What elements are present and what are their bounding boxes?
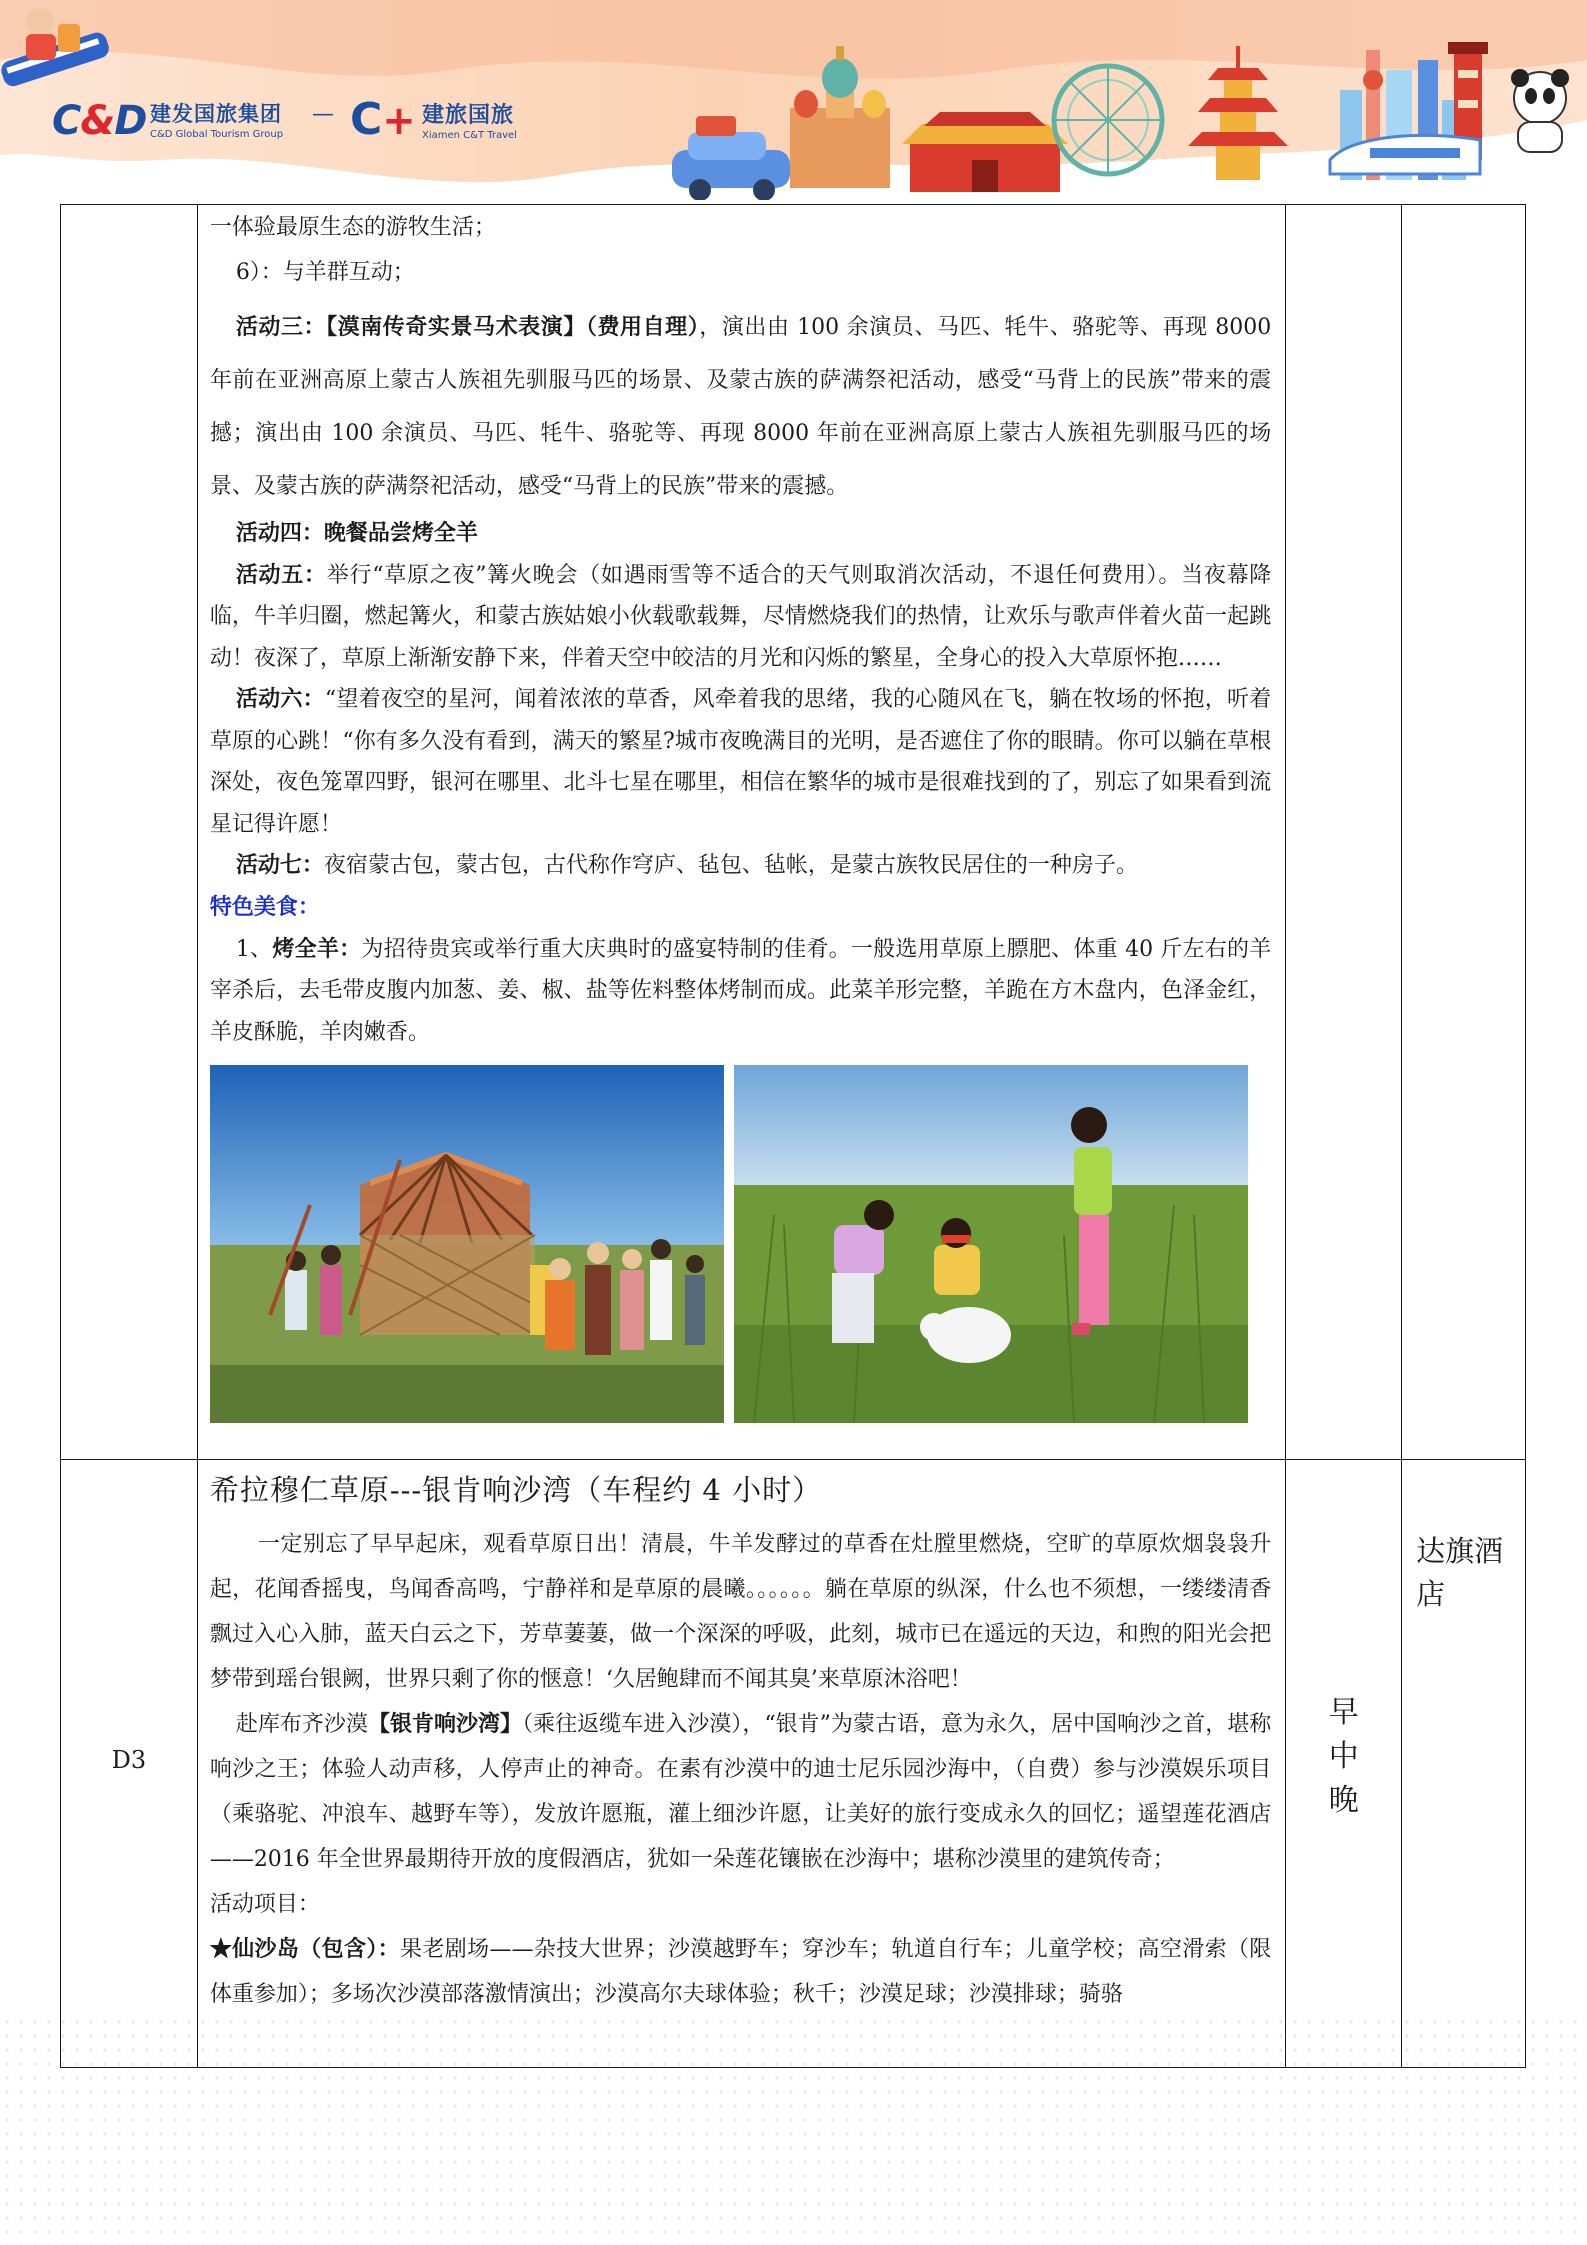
ct-brand-cn: 建旅国旅	[422, 103, 515, 128]
activity-heading: 活动项目：	[209, 1892, 320, 1917]
activity-3	[210, 301, 1272, 513]
activity-3-text: ，演出由 100 余演员、马匹、牦牛、骆驼等、再现 8000 年前在亚洲高原上蒙古人族祖先驯服马匹的场景、及蒙古族的萨满祭祀活动，感受“马背上的民族”带来的震撼；演出由 100 余演员、马匹、牦牛、骆驼等、再现 8000 年前在亚洲高原上蒙古人族祖先驯服马匹的场景、及蒙古族的萨满祭祀活动，感受“马背上的民族”带来的震撼。	[209, 315, 1272, 499]
brand-separator: —	[312, 102, 334, 127]
food-item-label: 烤全羊：	[272, 935, 362, 962]
gate-tower-illustration	[902, 112, 1068, 192]
activity-6-label: 活动六：	[235, 686, 325, 712]
activity-5-label: 活动五：	[235, 561, 327, 588]
activity-3-label: 活动三：【漠南传奇实景马术表演】（费用自理）	[235, 314, 700, 340]
header-banner	[0, 0, 1587, 200]
paragraph: 一定别忘了早早起床，观看草原日出！清晨，牛羊发酵过的草香在灶膛里燃烧，空旷的草原炊烟袅袅升起，花闻香摇曳，鸟闻香高鸣，宁静祥和是草原的晨曦。。。。。。躺在草原的纵深，什么也不须想，一缕缕清香飘过入心入肺，蓝天白云之下，芳草萋萋，做一个深深的呼吸，此刻，城市已在遥远的天边，和煦的阳光会把梦带到瑶台银阙，世界只剩了你的惬意！‘久居鲍肆而不闻其臭’来草原沐浴吧！	[209, 1532, 1272, 1692]
hotel-cell	[1402, 205, 1525, 1459]
itinerary-row-d3	[61, 1460, 1525, 2067]
meal-cell	[1286, 1460, 1402, 2067]
itinerary-content	[198, 1460, 1287, 2067]
activity-7	[210, 845, 1272, 887]
activity-6-text: “望着夜空的星河，闻着浓浓的草香，风牵着我的思绪，我的心随风在飞，躺在牧场的怀抱，听着草原的心跳！“你有多久没有看到，满天的繁星?城市夜晚满目的光明，是否遮住了你的眼睛。你可以躺在草根深处，夜色笼罩四野，银河在哪里、北斗七星在哪里，相信在繁华的城市是很难找到的了，别忘了如果看到流星记得许愿！	[209, 687, 1272, 837]
ct-brand-en: Xiamen C&T Travel	[422, 130, 517, 141]
meal-text: 早中晚	[1328, 1694, 1359, 1818]
activity-5-text: 举行“草原之夜”篝火晚会（如遇雨雪等不适合的天气则取消次活动，不退任何费用）。当夜幕降临，牛羊归圈，燃起篝火，和蒙古族姑娘小伙载歌载舞，尽情燃烧我们的热情，让欢乐与歌声伴着火苗一起跳动！夜深了，草原上渐渐安静下来，伴着天空中皎洁的月光和闪烁的繁星，全身心的投入大草原怀抱……	[209, 562, 1272, 671]
children-with-lamb-photo	[734, 1065, 1248, 1423]
text-line: 一体验最原生态的游牧生活；	[209, 215, 496, 240]
activity-5	[210, 555, 1272, 680]
activity-4	[210, 513, 1272, 555]
activity-4-label: 活动四：晚餐品尝烤全羊	[235, 520, 478, 546]
paragraph	[210, 1702, 1272, 1882]
activity-list-label: ★仙沙岛（包含）：	[209, 1936, 401, 1962]
activity-6	[210, 679, 1272, 845]
panda-illustration	[1511, 69, 1569, 152]
day-label: D3	[61, 1460, 198, 2067]
hotel-cell: 达旗酒店	[1416, 1534, 1504, 1611]
day-title: 希拉穆仁草原---银肯响沙湾（车程约 4 小时）	[209, 1473, 823, 1507]
ct-brand-name	[422, 98, 517, 141]
activity-7-text: 夜宿蒙古包，蒙古包，古代称作穹庐、毡包、毡帐，是蒙古族牧民居住的一种房子。	[323, 853, 1138, 878]
ct-logo: C+	[350, 94, 416, 145]
activity-list	[210, 1927, 1272, 2017]
food-item-1	[210, 929, 1272, 1054]
activity-list-text: 果老剧场——杂技大世界；沙漠越野车；穿沙车；轨道自行车；儿童学校；高空滑索（限体重参加）；多场次沙漠部落激情演出；沙漠高尔夫球体验；秋千；沙漠足球；沙漠排球；骑骆	[209, 1937, 1272, 2007]
meal-cell	[1286, 205, 1402, 1459]
special-food-title: 特色美食：	[209, 894, 320, 920]
cd-brand-name	[150, 98, 283, 140]
itinerary-row-d2-continued	[61, 205, 1525, 1460]
day-cell	[61, 205, 198, 1459]
food-item-number: 1、	[235, 936, 273, 962]
food-item-text: 为招待贵宾或举行重大庆典时的盛宴特制的佳肴。一般选用草原上膘肥、体重 40 斤左右的羊宰杀后，去毛带皮腹内加葱、姜、椒、盐等佐料整体烤制而成。此菜羊形完整，羊跪在方木盘内，色泽金红，羊皮酥脆，羊肉嫩香。	[209, 936, 1272, 1045]
photo-gallery	[210, 1065, 1272, 1423]
text-line: 6）：与羊群互动；	[235, 260, 415, 285]
yurt-building-photo	[210, 1065, 724, 1423]
itinerary-content	[198, 205, 1287, 1459]
cd-brand-en: C&D Global Tourism Group	[150, 129, 284, 140]
ferris-wheel-illustration	[1054, 66, 1162, 174]
attraction-name: 【银肯响沙湾】	[367, 1711, 523, 1737]
activity-7-label: 活动七：	[235, 852, 324, 878]
itinerary-table	[60, 204, 1526, 2068]
cd-logo: C&D	[52, 98, 147, 144]
paragraph-text: （乘往返缆车进入沙漠），“银肯”为蒙古语，意为永久，居中国响沙之首，堪称响沙之王；体验人动声移，人停声止的神奇。在素有沙漠中的迪士尼乐园沙海中，（自费）参与沙漠娱乐项目（乘骆驼、冲浪车、越野车等），发放许愿瓶，灌上细沙许愿，让美好的旅行变成永久的回忆；遥望莲花酒店——2016 年全世界最期待开放的度假酒店，犹如一朵莲花镶嵌在沙海中；堪称沙漠里的建筑传奇；	[209, 1712, 1272, 1872]
cd-brand-cn: 建发国旅集团	[150, 102, 282, 126]
paragraph-text: 赴库布齐沙漠	[235, 1712, 368, 1737]
